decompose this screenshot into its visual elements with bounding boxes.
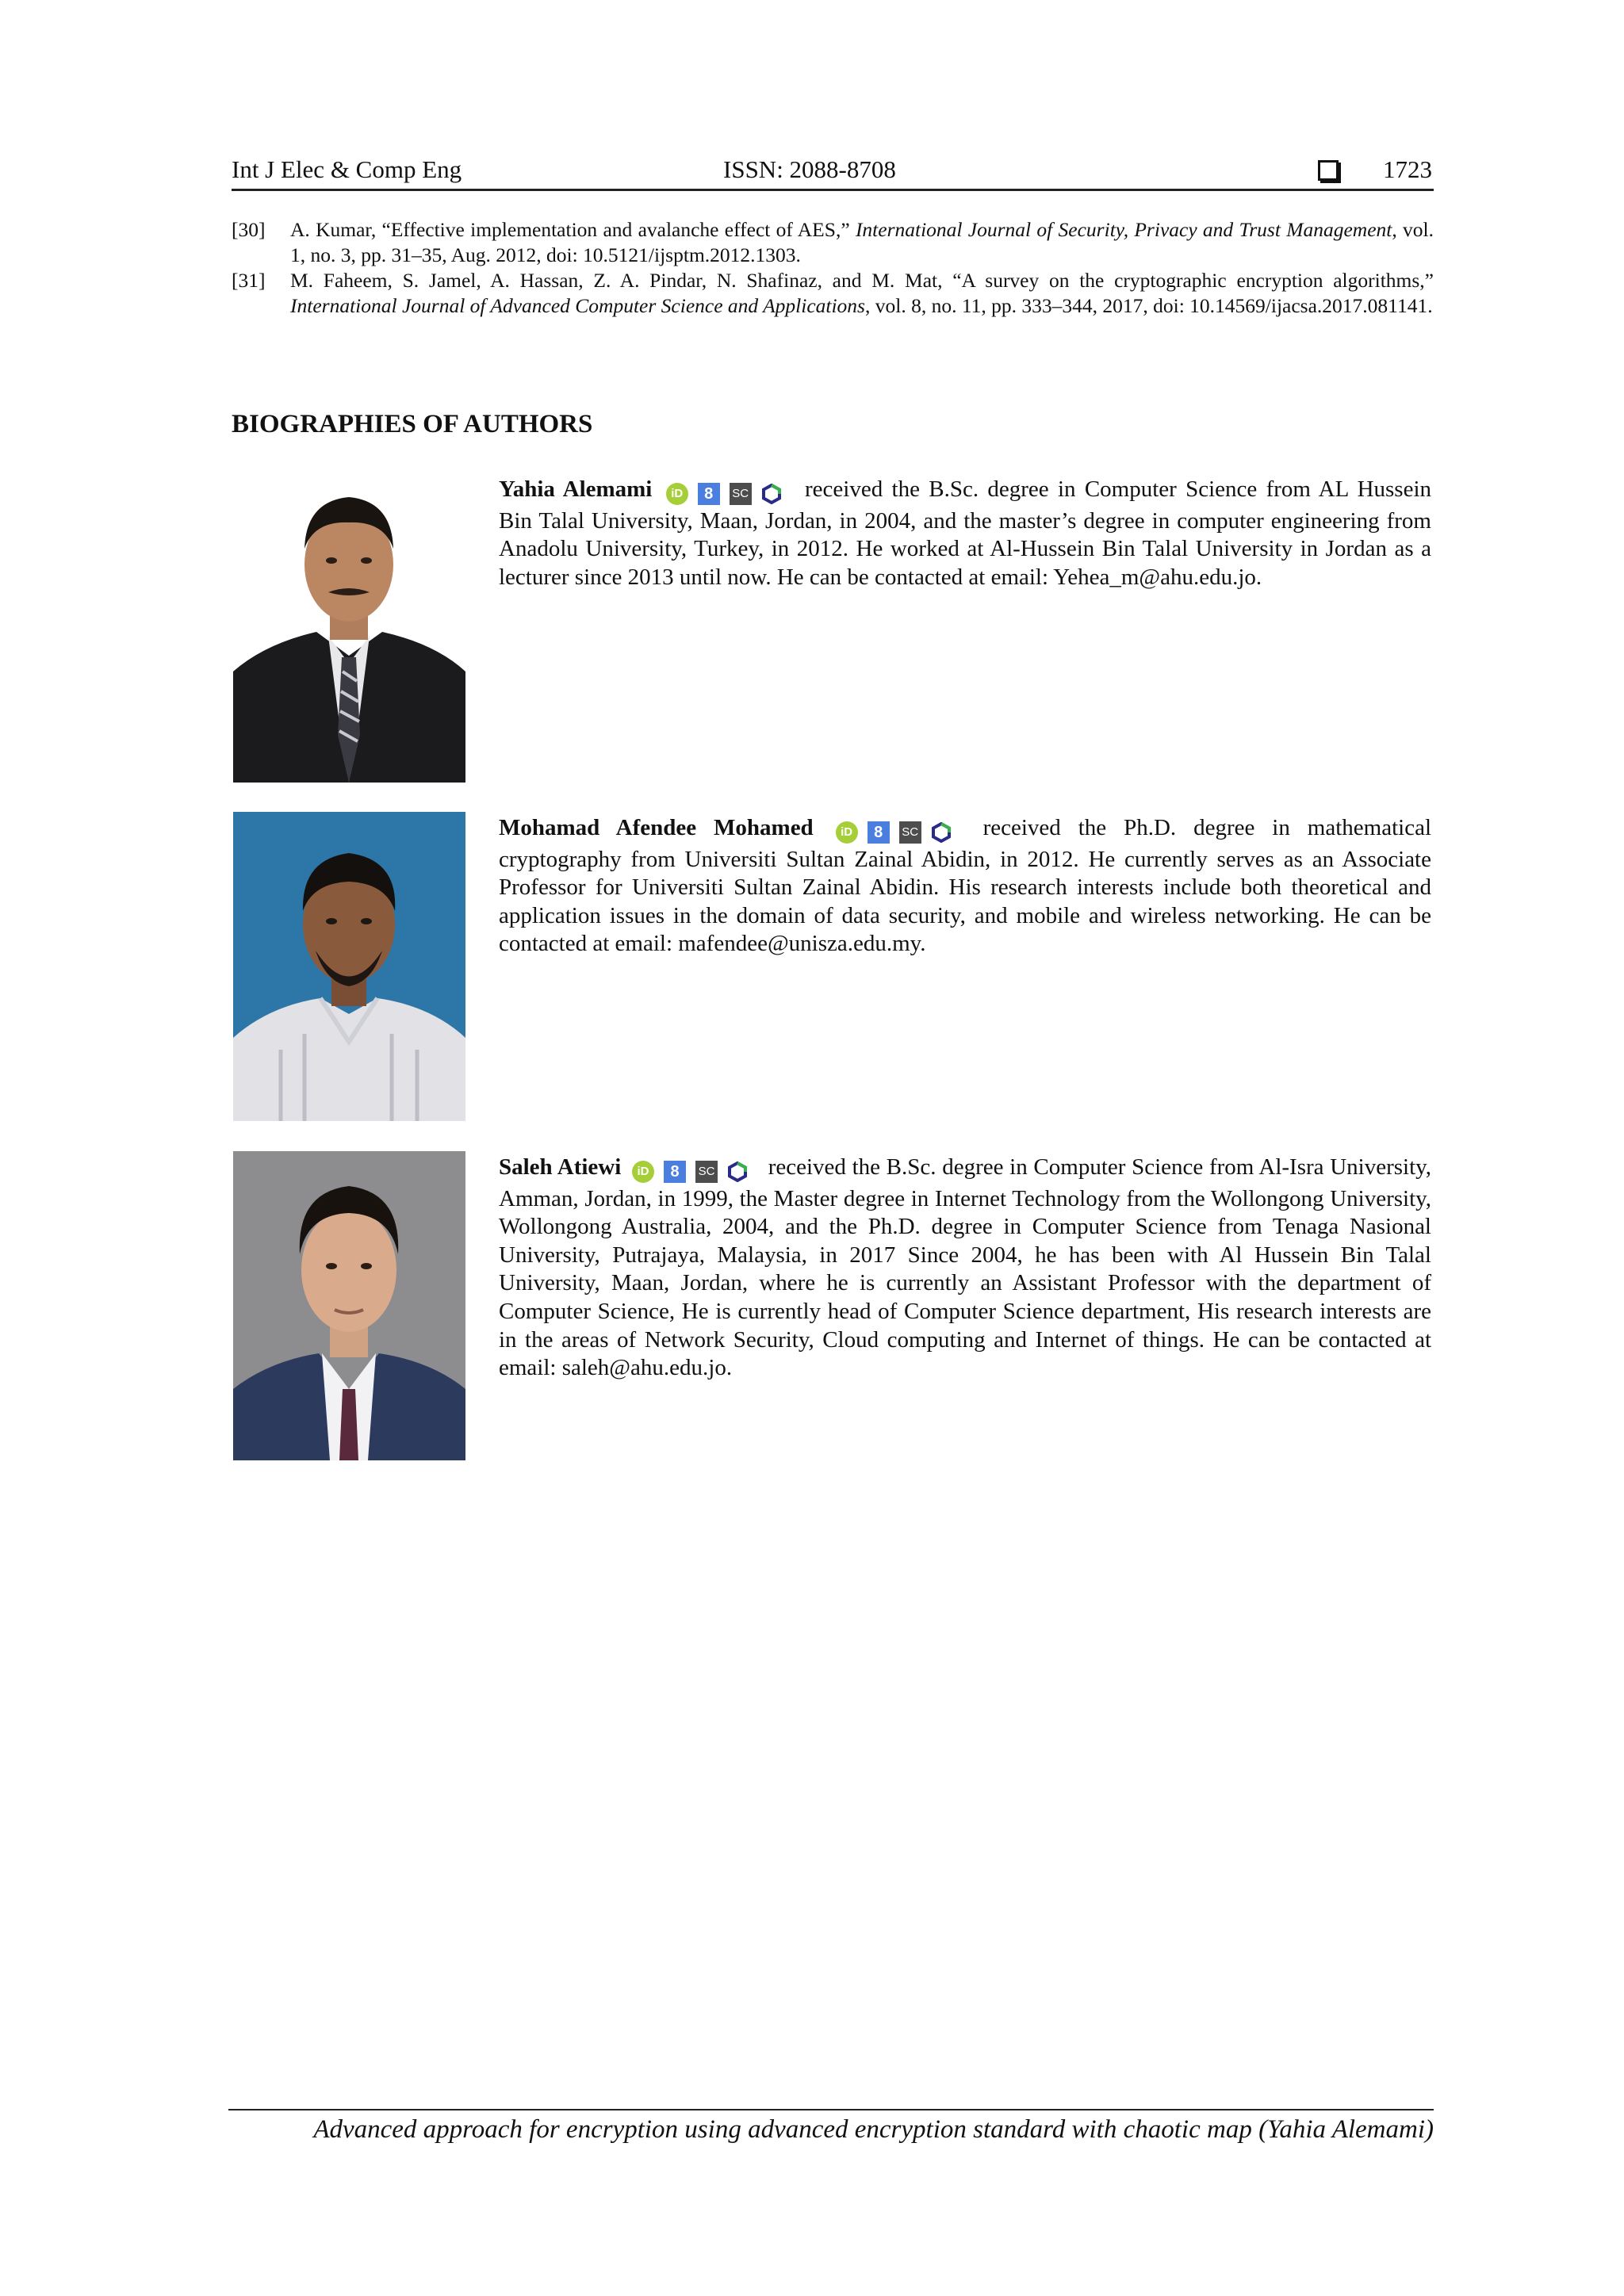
reference-details: , vol. 8, no. 11, pp. 333–344, 2017, doi: 10.14569/ijacsa.2017.081141.: [864, 294, 1433, 317]
reference-item: [232, 217, 1434, 268]
scopus-icon[interactable]: SC: [899, 821, 921, 844]
section-title: BIOGRAPHIES OF AUTHORS: [232, 410, 593, 438]
author-name: Yahia Alemami: [499, 476, 653, 502]
publons-icon[interactable]: [727, 1161, 748, 1182]
author-photo: [233, 812, 465, 1121]
author-profile-links: [836, 817, 961, 846]
google-scholar-icon[interactable]: 8: [868, 821, 890, 844]
author-bio: [499, 476, 1431, 591]
scopus-icon[interactable]: SC: [730, 483, 752, 505]
google-scholar-icon[interactable]: 8: [664, 1161, 686, 1183]
author-bio: [499, 814, 1431, 959]
reference-details: , vol. 1, no. 3, pp. 31–35, Aug. 2012, doi: 10.5121/ijsptm.2012.1303.: [290, 218, 1434, 266]
orcid-icon[interactable]: iD: [666, 483, 688, 505]
reference-number: [31]: [232, 269, 266, 292]
author-photo: [233, 473, 465, 783]
square-bullet-icon: [1318, 160, 1339, 181]
author-profile-links: [666, 479, 791, 507]
page-number: 1723: [1383, 155, 1432, 183]
reference-number: [30]: [232, 218, 266, 241]
references-list: [232, 217, 1434, 319]
journal-abbrev: Int J Elec & Comp Eng: [232, 155, 462, 183]
reference-venue: International Journal of Security, Privacy and Trust Management: [855, 218, 1392, 241]
orcid-icon[interactable]: iD: [632, 1161, 654, 1183]
author-profile-links: [632, 1157, 757, 1185]
reference-authors-title: A. Kumar, “Effective implementation and avalanche effect of AES,”: [290, 218, 856, 241]
orcid-icon[interactable]: iD: [836, 821, 858, 844]
author-photo: [233, 1151, 465, 1460]
author-bio: [499, 1154, 1431, 1383]
reference-item: [232, 268, 1434, 319]
publons-icon[interactable]: [761, 484, 782, 504]
running-footer: Advanced approach for encryption using advanced encryption standard with chaotic map (Yahia Alemami): [228, 2109, 1434, 2145]
issn: ISSN: 2088-8708: [723, 155, 896, 183]
author-name: Saleh Atiewi: [499, 1154, 622, 1180]
running-header: [232, 152, 1434, 191]
author-name: Mohamad Afendee Mohamed: [499, 815, 814, 840]
reference-authors-title: M. Faheem, S. Jamel, A. Hassan, Z. A. Pindar, N. Shafinaz, and M. Mat, “A survey on the cryptographic encryption algorithms,”: [290, 269, 1434, 292]
author-bio-text: received the Ph.D. degree in mathematical cryptography from Universiti Sultan Zainal Abidin, in 2012. He currently serves as an Associate Professor for Universiti Sultan Zainal Abidin. His research interests include both theoretical and application issues in the domain of data security, and mobile and wireless networking. He can be contacted at email: mafendee@unisza.edu.my.: [499, 815, 1431, 957]
scopus-icon[interactable]: SC: [695, 1161, 718, 1183]
publons-icon[interactable]: [931, 822, 952, 843]
author-bio-text: received the B.Sc. degree in Computer Science from AL Hussein Bin Talal University, Maan, Jordan, in 2004, and the master’s degree in computer engineering from Anadolu University, Turkey, in 2012. He worked at Al-Hussein Bin Talal University in Jordan as a lecturer since 2013 until now. He can be contacted at email: Yehea_m@ahu.edu.jo.: [499, 476, 1432, 590]
google-scholar-icon[interactable]: 8: [698, 483, 720, 505]
reference-venue: International Journal of Advanced Computer Science and Applications: [290, 294, 865, 317]
author-bio-text: received the B.Sc. degree in Computer Science from Al-Isra University, Amman, Jordan, in 1999, the Master degree in Internet Technology from the Wollongong University, Wollongong Australia, 2004, and the Ph.D. degree in Computer Science from Tenaga Nasional University, Putrajaya, Malaysia, in 2017 Since 2004, he has been with Al Hussein Bin Talal University, Maan, Jordan, where he is currently an Assistant Professor with the department of Computer Science, He is currently head of Computer Science department, His research interests are in the areas of Network Security, Cloud computing and Internet of things. He can be contacted at email: saleh@ahu.edu.jo.: [499, 1154, 1432, 1381]
